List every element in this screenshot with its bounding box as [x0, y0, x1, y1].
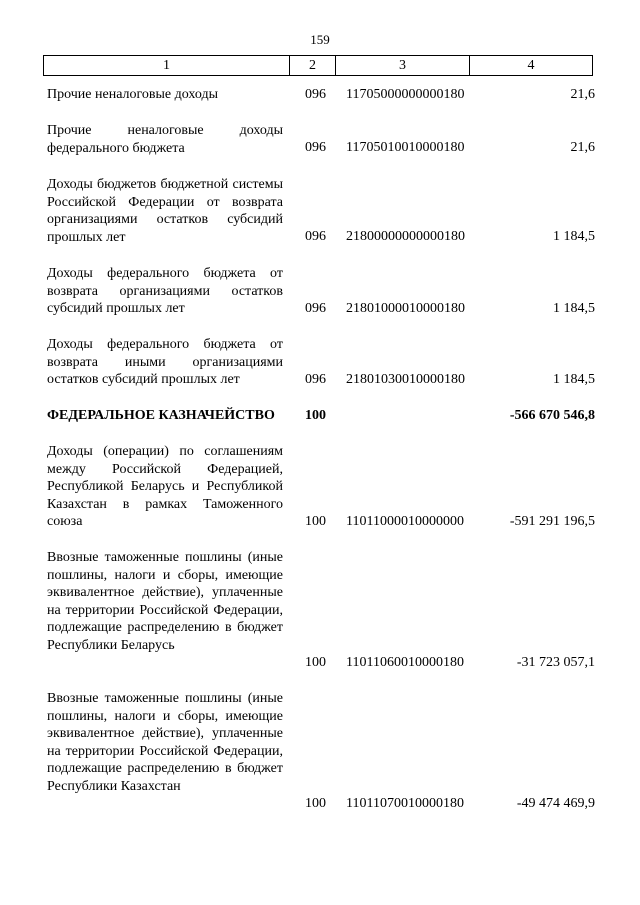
table-header — [43, 55, 593, 76]
page-number: 159 — [310, 32, 330, 47]
header-col-4: 4 — [527, 57, 535, 73]
header-col-3: 3 — [336, 56, 470, 75]
row-kbk: 21801030010000180 — [346, 372, 465, 387]
row-amount: -591 291 196,5 — [509, 514, 595, 529]
header-col-2: 2 — [290, 56, 336, 75]
row-description: Ввозные таможенные пошлины (иные пошлины, налоги и сборы, имеющие эквивалентное действие), уплаченные на территории Российской Федерации, подлежащие распределению в бюджет Республики Казахстан — [47, 691, 283, 794]
row-kbk: 11705000000000180 — [346, 87, 465, 102]
row-code: 100 — [305, 655, 326, 670]
row-kbk: 11011060010000180 — [346, 655, 464, 670]
row-code: 096 — [305, 87, 326, 102]
row-kbk: 11705010010000180 — [346, 140, 465, 155]
row-amount: 1 184,5 — [553, 301, 595, 316]
row-code: 100 — [305, 796, 326, 811]
row-code: 100 — [305, 514, 326, 529]
row-description: Доходы (операции) по соглашениям между Российской Федерацией, Республикой Беларусь и Республикой Казахстан в рамках Таможенного союза — [47, 444, 283, 529]
row-description: Доходы федерального бюджета от возврата иными организациями остатков субсидий прошлых лет — [47, 337, 283, 387]
header-col-1: 1 — [44, 56, 290, 75]
row-kbk: 11011000010000000 — [346, 514, 464, 529]
row-amount: 21,6 — [570, 87, 595, 102]
row-code: 096 — [305, 372, 326, 387]
row-amount: 21,6 — [570, 140, 595, 155]
row-amount: 1 184,5 — [553, 372, 595, 387]
row-amount: -49 474 469,9 — [516, 796, 595, 811]
row-kbk: 11011070010000180 — [346, 796, 464, 811]
row-amount: 1 184,5 — [553, 229, 595, 244]
row-code: 096 — [305, 301, 326, 316]
row-description: Прочие неналоговые доходы федерального бюджета — [47, 123, 283, 156]
row-amount: -31 723 057,1 — [516, 655, 595, 670]
row-description: Доходы федерального бюджета от возврата организациями остатков субсидий прошлых лет — [47, 266, 283, 316]
row-kbk: 21800000000000180 — [346, 229, 465, 244]
row-description: Ввозные таможенные пошлины (иные пошлины, налоги и сборы, имеющие эквивалентное действие), уплаченные на территории Российской Федерации, подлежащие распределению в бюджет Республики Беларусь — [47, 550, 283, 653]
row-amount: -566 670 546,8 — [509, 408, 595, 423]
row-description: ФЕДЕРАЛЬНОЕ КАЗНАЧЕЙСТВО — [47, 408, 275, 423]
row-description: Прочие неналоговые доходы — [47, 87, 219, 102]
row-code: 100 — [305, 408, 326, 423]
row-code: 096 — [305, 140, 326, 155]
row-kbk: 21801000010000180 — [346, 301, 465, 316]
row-description: Доходы бюджетов бюджетной системы Российской Федерации от возврата организациями остатков субсидий прошлых лет — [47, 177, 283, 245]
row-code: 096 — [305, 229, 326, 244]
